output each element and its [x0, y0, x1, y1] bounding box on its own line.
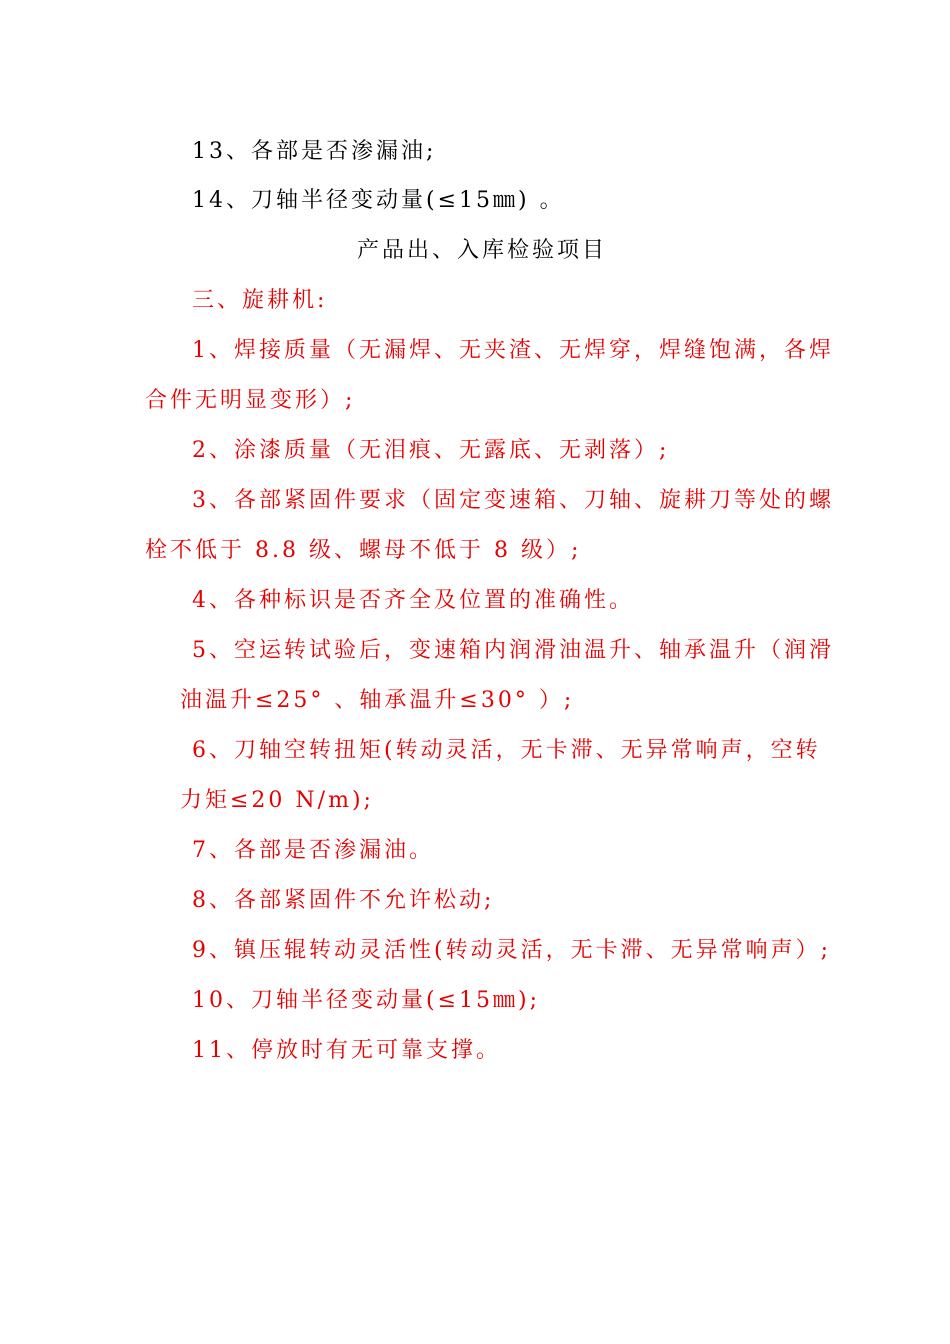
item-14: 14、刀轴半径变动量(≤15㎜) 。 — [192, 188, 565, 213]
list-item-10: 10、刀轴半径变动量(≤15㎜); — [192, 988, 541, 1013]
list-item-11: 11、停放时有无可靠支撑。 — [192, 1038, 501, 1063]
list-item-6-line-1: 6、刀轴空转扭矩(转动灵活，无卡滞、无异常响声，空转 — [192, 738, 821, 763]
section-title: 产品出、入库检验项目 — [357, 238, 608, 263]
list-item-8: 8、各部紧固件不允许松动; — [192, 888, 495, 913]
list-item-5-line-2: 油温升≤25° 、轴承温升≤30° ）; — [180, 688, 575, 713]
list-item-7: 7、各部是否渗漏油。 — [192, 838, 434, 863]
list-item-3-line-1: 3、各部紧固件要求（固定变速箱、刀轴、旋耕刀等处的螺 — [192, 488, 834, 513]
list-item-5-line-1: 5、空运转试验后，变速箱内润滑油温升、轴承温升（润滑 — [192, 638, 834, 663]
list-item-1-line-2: 合件无明显变形）; — [145, 388, 356, 413]
item-13: 13、各部是否渗漏油; — [192, 139, 437, 164]
list-item-6-line-2: 力矩≤20 N/m); — [180, 788, 374, 813]
list-item-1-line-1: 1、焊接质量（无漏焊、无夹渣、无焊穿，焊缝饱满，各焊 — [192, 338, 834, 363]
list-item-4: 4、各种标识是否齐全及位置的准确性。 — [192, 588, 634, 613]
list-item-3-line-2: 栓不低于 8.8 级、螺母不低于 8 级）; — [145, 538, 582, 563]
list-item-2: 2、涂漆质量（无泪痕、无露底、无剥落）; — [192, 438, 670, 463]
subsection-heading: 三、旋耕机: — [192, 288, 328, 313]
list-item-9: 9、镇压辊转动灵活性(转动灵活，无卡滞、无异常响声）; — [192, 938, 831, 963]
